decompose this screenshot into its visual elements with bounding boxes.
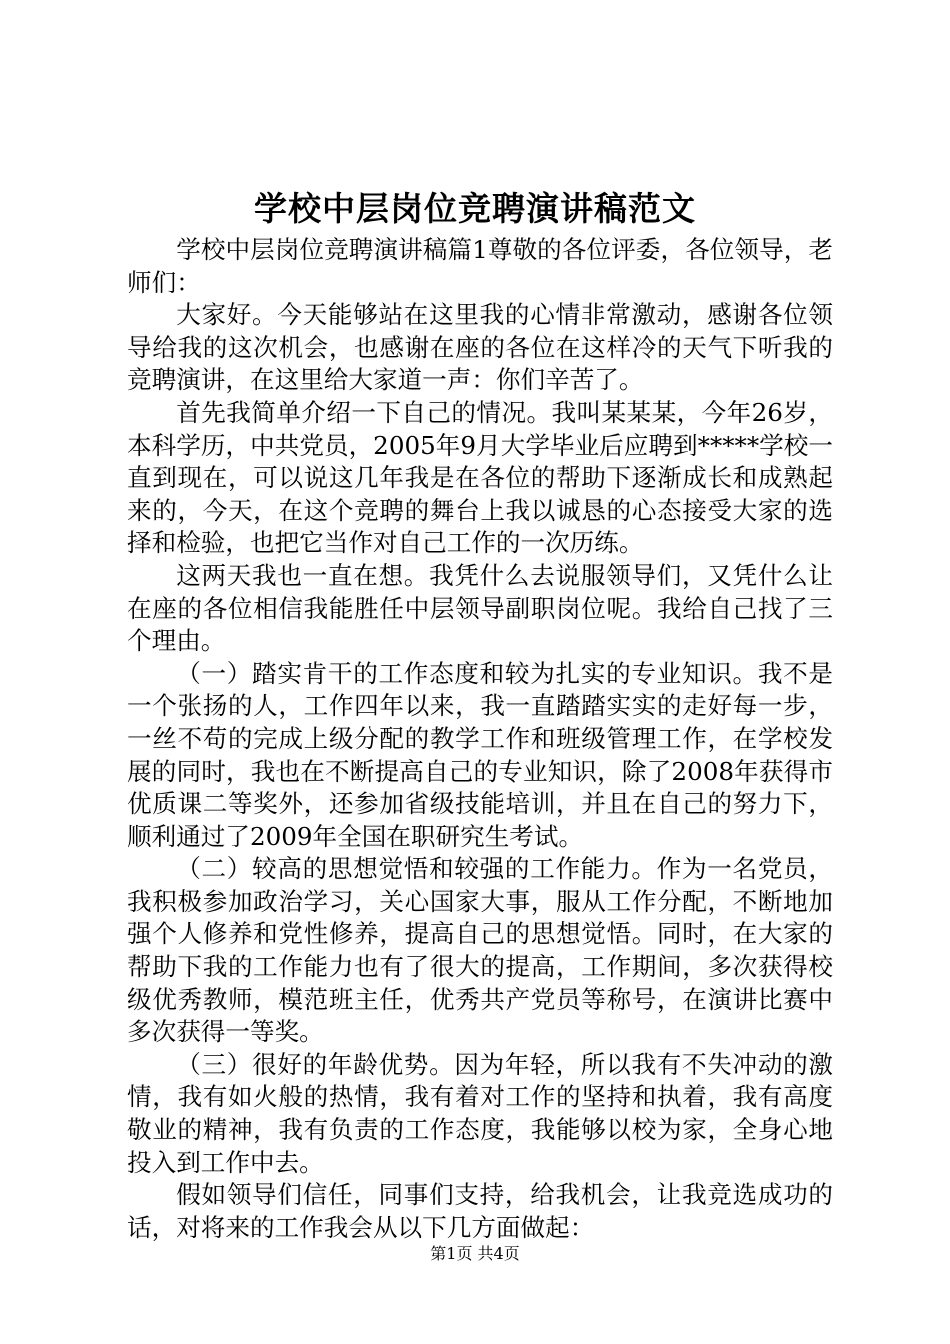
paragraph-reason-one: （一）踏实肯干的工作态度和较为扎实的专业知识。我不是一个张扬的人，工作四年以来，我一直踏踏实实的走好每一步，一丝不苟的完成上级分配的教学工作和班级管理工作，在学校发展的同时，我也在不断提高自己的专业知识，除了2008年获得市优质课二等奖外，还参加省级技能培训，并且在自己的努力下，顺利通过了2009年全国在职研究生考试。 [127, 658, 833, 851]
paragraph-greeting: 学校中层岗位竞聘演讲稿篇1尊敬的各位评委，各位领导，老师们： [127, 235, 833, 297]
paragraph-reason-two: （二）较高的思想觉悟和较强的工作能力。作为一名党员，我积极参加政治学习，关心国家大事，服从工作分配，不断地加强个人修养和党性修养，提高自己的思想觉悟。同时，在大家的帮助下我的工作能力也有了很大的提高，工作期间，多次获得校级优秀教师，模范班主任，优秀共产党员等称号，在演讲比赛中多次获得一等奖。 [127, 854, 833, 1047]
paragraph-thanks: 大家好。今天能够站在这里我的心情非常激动，感谢各位领导给我的这次机会，也感谢在座的各位在这样冷的天气下听我的竞聘演讲，在这里给大家道一声：你们辛苦了。 [127, 300, 833, 395]
document-body [127, 234, 833, 1244]
paragraph-reasons-intro: 这两天我也一直在想。我凭什么去说服领导们，又凭什么让在座的各位相信我能胜任中层领导副职岗位呢。我给自己找了三个理由。 [127, 560, 833, 656]
document-title: 学校中层岗位竞聘演讲稿范文 [254, 189, 696, 228]
paragraph-reason-three: （三）很好的年龄优势。因为年轻，所以我有不失冲动的激情，我有如火般的热情，我有着对工作的坚持和执着，我有高度敬业的精神，我有负责的工作态度，我能够以校为家，全身心地投入到工作中去。 [127, 1049, 833, 1177]
paragraph-plan-intro: 假如领导们信任，同事们支持，给我机会，让我竞选成功的话，对将来的工作我会从以下几方面做起： [127, 1180, 833, 1242]
paragraph-self-introduction: 首先我简单介绍一下自己的情况。我叫某某某，今年26岁，本科学历，中共党员，2005年9月大学毕业后应聘到*****学校一直到现在，可以说这几年我是在各位的帮助下逐渐成长和成熟起来的，今天，在这个竞聘的舞台上我以诚恳的心态接受大家的选择和检验，也把它当作对自己工作的一次历练。 [127, 397, 833, 558]
page-number-footer: 第1页 共4页 [430, 1244, 520, 1263]
